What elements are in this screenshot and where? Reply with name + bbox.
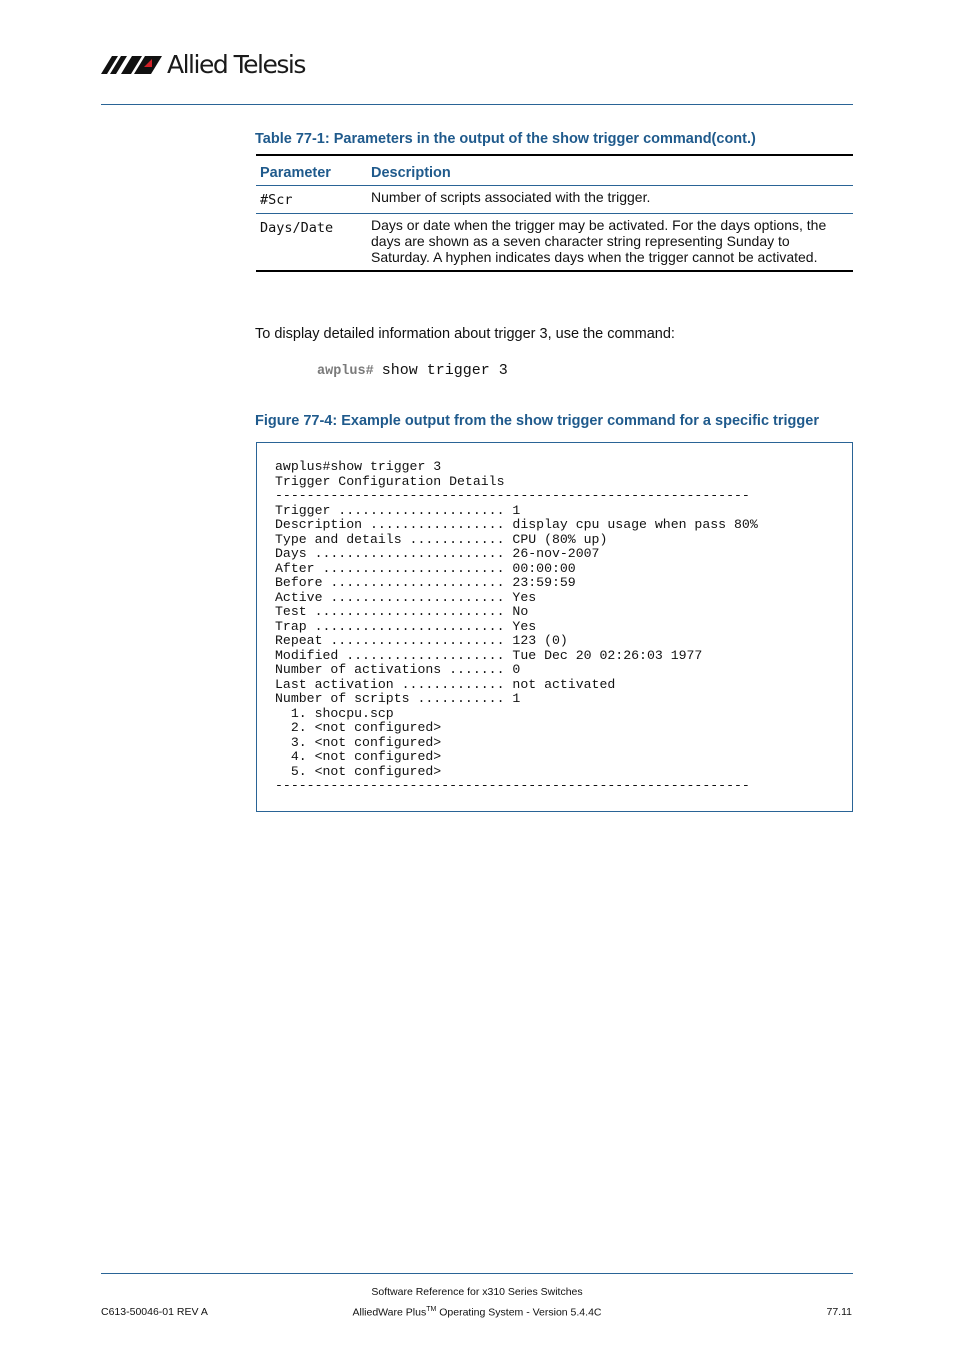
column-header-description: Description — [367, 155, 853, 186]
figure-caption: Figure 77-4: Example output from the show trigger command for a specific trigger — [255, 413, 819, 429]
footer-doc-id: C613-50046-01 REV A — [101, 1306, 208, 1318]
table-row — [256, 214, 853, 272]
column-header-parameter: Parameter — [256, 155, 367, 186]
command-prompt: awplus# — [317, 364, 374, 379]
table-caption: Table 77-1: Parameters in the output of the show trigger command(cont.) — [255, 131, 756, 147]
table-row — [256, 186, 853, 214]
allied-telesis-logo — [101, 50, 305, 80]
intro-paragraph: To display detailed information about trigger 3, use the command: — [255, 326, 675, 342]
description-cell: Number of scripts associated with the trigger. — [367, 186, 853, 214]
footer-page-number: 77.11 — [826, 1306, 852, 1318]
trademark-mark: TM — [426, 1306, 437, 1313]
example-output-text: awplus#show trigger 3 Trigger Configuration Details ------------------------------------------------------------ Trigger ..................... 1 Description ................. display cpu usage when pass 80% Type and details ............ CPU (80% up) Days ........................ 26-nov-2007 After ....................... 00:00:00 Before ...................... 23:59:59 Active ...................... Yes Test ........................ No Trap ........................ Yes Repeat ...................... 123 (0) Modified .................... Tue Dec 20 02:26:03 1977 Number of activations ....... 0 Last activation ............. not activated Number of scripts ........... 1 1. shocpu.scp 2. <not configured> 3. <not configured> 4. <not configured> 5. <not configured> ------------------------------------------------------------ — [275, 459, 758, 793]
example-output-box — [256, 442, 853, 812]
parameters-table — [256, 154, 853, 272]
header-rule — [101, 104, 853, 105]
footer-os-suffix: Operating System - Version 5.4.4C — [436, 1306, 602, 1319]
command-example — [317, 361, 508, 379]
footer-os-prefix: AlliedWare Plus — [352, 1306, 427, 1319]
table-header-row — [256, 155, 853, 186]
footer-rule — [101, 1273, 853, 1274]
parameter-cell: #Scr — [256, 186, 367, 214]
description-cell: Days or date when the trigger may be activated. For the days options, the days are shown as a seven character string representing Sunday to Saturday. A hyphen indicates days when the trigger cannot be activated. — [371, 217, 827, 265]
logo-text: Allied Telesis — [167, 50, 305, 79]
allied-telesis-logo-icon — [101, 55, 163, 75]
parameter-cell: Days/Date — [260, 220, 334, 236]
footer-title: Software Reference for x310 Series Switches — [371, 1286, 583, 1298]
command-text: show trigger 3 — [381, 362, 508, 379]
